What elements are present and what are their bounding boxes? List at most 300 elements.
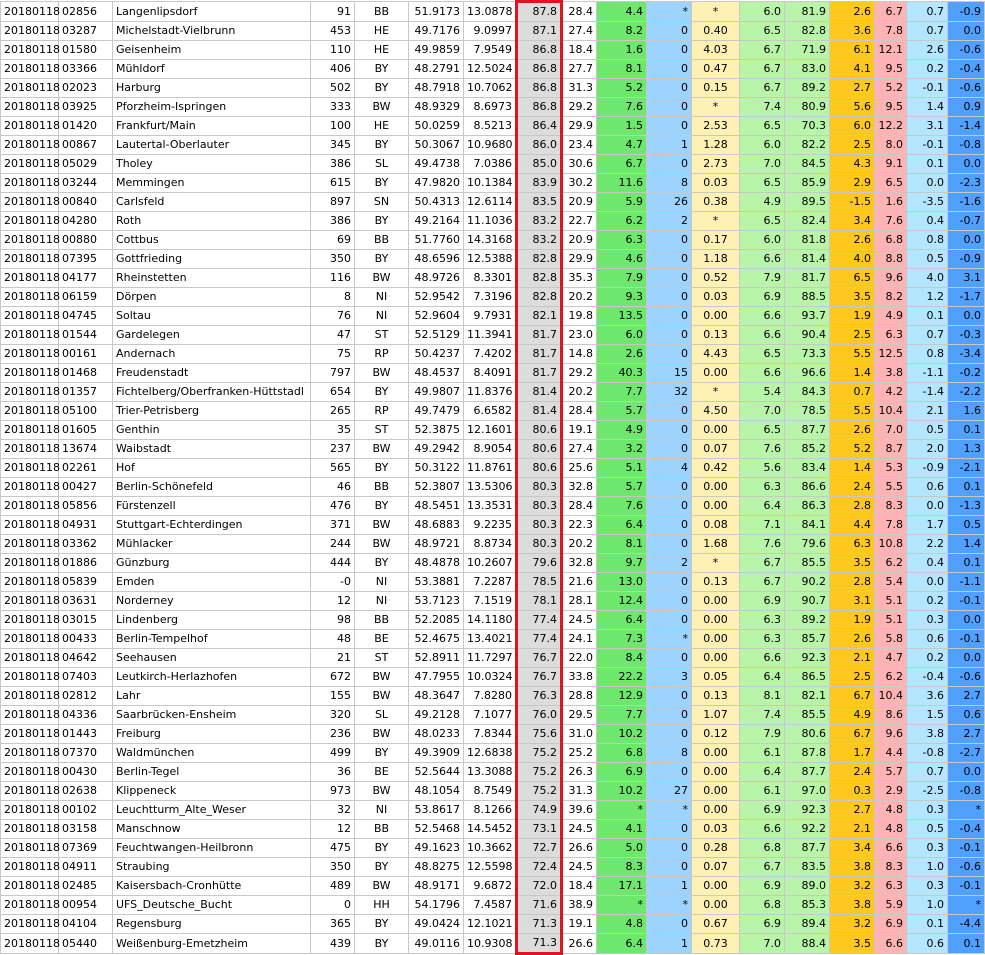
cell-longitude: 10.1384 xyxy=(464,174,517,193)
cell-sunshine: 0.03 xyxy=(692,820,740,839)
cell-wind-force: 6.6 xyxy=(740,364,785,383)
cell-station-id: 02856 xyxy=(59,2,113,22)
cell-val-d: 2.7 xyxy=(948,687,985,706)
cell-wind-force: 6.7 xyxy=(740,79,785,98)
cell-state: NI xyxy=(355,801,409,820)
cell-cloud-cover: 92.2 xyxy=(785,820,830,839)
cell-val-b: 4.2 xyxy=(875,383,907,402)
cell-station-id: 04177 xyxy=(59,269,113,288)
cell-humidity: 76.0 xyxy=(517,706,562,725)
cell-val-a: 3.5 xyxy=(830,934,875,954)
cell-val-c: 0.4 xyxy=(907,212,948,231)
cell-temperature: 31.0 xyxy=(562,725,597,744)
cell-val-c: -1.1 xyxy=(907,364,948,383)
cell-val-d: -1.1 xyxy=(948,573,985,592)
cell-val-a: 2.9 xyxy=(830,174,875,193)
cell-latitude: 50.3067 xyxy=(409,136,464,155)
cell-station-id: 05856 xyxy=(59,497,113,516)
cell-val-a: 2.8 xyxy=(830,573,875,592)
cell-altitude: 35 xyxy=(311,421,355,440)
table-row xyxy=(1,212,985,231)
cell-station-id: 03158 xyxy=(59,820,113,839)
cell-val-a: 4.4 xyxy=(830,516,875,535)
cell-val-d: 1.6 xyxy=(948,402,985,421)
cell-val-c: 0.8 xyxy=(907,231,948,250)
cell-cloud-cover: 89.4 xyxy=(785,915,830,934)
cell-precipitation: 1.6 xyxy=(597,41,647,60)
cell-latitude: 48.4878 xyxy=(409,554,464,573)
cell-precipitation: 7.7 xyxy=(597,383,647,402)
cell-val-d: -0.9 xyxy=(948,2,985,22)
cell-sunshine: 0.03 xyxy=(692,174,740,193)
cell-cloud-cover: 84.1 xyxy=(785,516,830,535)
cell-altitude: 21 xyxy=(311,649,355,668)
cell-val-b: 1.6 xyxy=(875,193,907,212)
cell-precipitation: 5.2 xyxy=(597,79,647,98)
cell-val-b: 6.8 xyxy=(875,231,907,250)
cell-temperature: 28.4 xyxy=(562,497,597,516)
cell-precip-duration: 32 xyxy=(647,383,692,402)
cell-sunshine: 0.00 xyxy=(692,782,740,801)
cell-latitude: 52.3875 xyxy=(409,421,464,440)
cell-val-a: 0.3 xyxy=(830,782,875,801)
cell-altitude: 12 xyxy=(311,592,355,611)
cell-humidity: 77.4 xyxy=(517,611,562,630)
cell-longitude: 7.9549 xyxy=(464,41,517,60)
cell-val-b: 8.3 xyxy=(875,497,907,516)
cell-cloud-cover: 83.0 xyxy=(785,60,830,79)
cell-longitude: 7.1519 xyxy=(464,592,517,611)
cell-longitude: 8.4091 xyxy=(464,364,517,383)
cell-state: BY xyxy=(355,497,409,516)
cell-precipitation: 5.7 xyxy=(597,478,647,497)
cell-cloud-cover: 89.5 xyxy=(785,193,830,212)
cell-val-c: 0.6 xyxy=(907,478,948,497)
cell-date: 20180118 xyxy=(1,250,59,269)
cell-station-name: Fichtelberg/Oberfranken-Hüttstadl xyxy=(113,383,311,402)
table-row xyxy=(1,839,985,858)
cell-sunshine: 0.40 xyxy=(692,22,740,41)
cell-humidity: 86.4 xyxy=(517,117,562,136)
cell-val-c: -0.8 xyxy=(907,744,948,763)
table-row xyxy=(1,117,985,136)
cell-val-c: 0.2 xyxy=(907,592,948,611)
cell-humidity: 78.1 xyxy=(517,592,562,611)
table-row xyxy=(1,592,985,611)
cell-precip-duration: 0 xyxy=(647,269,692,288)
cell-longitude: 12.5024 xyxy=(464,60,517,79)
cell-temperature: 24.1 xyxy=(562,630,597,649)
cell-precipitation: 7.6 xyxy=(597,98,647,117)
cell-val-c: 1.2 xyxy=(907,288,948,307)
cell-altitude: 244 xyxy=(311,535,355,554)
cell-wind-force: 6.9 xyxy=(740,592,785,611)
cell-wind-force: 6.4 xyxy=(740,763,785,782)
cell-state: ST xyxy=(355,326,409,345)
cell-station-id: 00867 xyxy=(59,136,113,155)
cell-wind-force: 7.4 xyxy=(740,706,785,725)
cell-wind-force: 6.7 xyxy=(740,573,785,592)
cell-val-b: 6.5 xyxy=(875,174,907,193)
cell-altitude: 345 xyxy=(311,136,355,155)
cell-precip-duration: 0 xyxy=(647,649,692,668)
cell-wind-force: 7.0 xyxy=(740,934,785,954)
cell-precipitation: 7.7 xyxy=(597,706,647,725)
cell-station-name: Cottbus xyxy=(113,231,311,250)
cell-latitude: 48.9171 xyxy=(409,877,464,896)
cell-date: 20180118 xyxy=(1,193,59,212)
cell-precip-duration: 0 xyxy=(647,41,692,60)
cell-precipitation: 7.9 xyxy=(597,269,647,288)
cell-precipitation: 17.1 xyxy=(597,877,647,896)
cell-longitude: 11.3941 xyxy=(464,326,517,345)
cell-val-d: -0.2 xyxy=(948,364,985,383)
cell-precip-duration: 3 xyxy=(647,668,692,687)
cell-precip-duration: 0 xyxy=(647,326,692,345)
cell-temperature: 26.6 xyxy=(562,839,597,858)
cell-val-b: 5.9 xyxy=(875,896,907,915)
cell-precip-duration: 0 xyxy=(647,22,692,41)
cell-val-b: 10.4 xyxy=(875,687,907,706)
cell-val-a: 1.4 xyxy=(830,364,875,383)
cell-val-b: 9.6 xyxy=(875,269,907,288)
cell-date: 20180118 xyxy=(1,383,59,402)
cell-val-a: 2.5 xyxy=(830,668,875,687)
cell-date: 20180118 xyxy=(1,554,59,573)
cell-station-id: 04931 xyxy=(59,516,113,535)
cell-temperature: 25.2 xyxy=(562,744,597,763)
cell-humidity: 83.9 xyxy=(517,174,562,193)
cell-cloud-cover: 92.3 xyxy=(785,801,830,820)
cell-state: BY xyxy=(355,250,409,269)
cell-val-d: -1.3 xyxy=(948,497,985,516)
table-row xyxy=(1,440,985,459)
cell-state: HE xyxy=(355,22,409,41)
cell-cloud-cover: 86.5 xyxy=(785,668,830,687)
cell-wind-force: 6.3 xyxy=(740,611,785,630)
cell-station-name: Manschnow xyxy=(113,820,311,839)
cell-val-d: * xyxy=(948,801,985,820)
cell-temperature: 21.6 xyxy=(562,573,597,592)
cell-temperature: 38.9 xyxy=(562,896,597,915)
table-row xyxy=(1,782,985,801)
cell-sunshine: 0.52 xyxy=(692,269,740,288)
table-row xyxy=(1,649,985,668)
cell-sunshine: 0.00 xyxy=(692,649,740,668)
cell-val-a: 1.4 xyxy=(830,459,875,478)
cell-wind-force: 6.0 xyxy=(740,231,785,250)
cell-val-b: 8.2 xyxy=(875,288,907,307)
cell-state: BY xyxy=(355,174,409,193)
cell-val-d: -0.1 xyxy=(948,877,985,896)
cell-cloud-cover: 97.0 xyxy=(785,782,830,801)
cell-val-c: 1.4 xyxy=(907,98,948,117)
cell-val-a: 3.4 xyxy=(830,212,875,231)
table-row xyxy=(1,630,985,649)
cell-val-a: 5.5 xyxy=(830,402,875,421)
cell-humidity: 75.2 xyxy=(517,782,562,801)
cell-wind-force: 6.4 xyxy=(740,668,785,687)
table-row xyxy=(1,915,985,934)
cell-longitude: 12.1021 xyxy=(464,915,517,934)
cell-val-b: 4.4 xyxy=(875,744,907,763)
cell-date: 20180118 xyxy=(1,2,59,22)
cell-precipitation: 22.2 xyxy=(597,668,647,687)
cell-station-name: Stuttgart-Echterdingen xyxy=(113,516,311,535)
cell-cloud-cover: 82.4 xyxy=(785,212,830,231)
cell-altitude: 371 xyxy=(311,516,355,535)
cell-state: BB xyxy=(355,2,409,22)
cell-val-a: 6.5 xyxy=(830,269,875,288)
cell-longitude: 11.8376 xyxy=(464,383,517,402)
cell-precip-duration: 0 xyxy=(647,820,692,839)
cell-temperature: 32.8 xyxy=(562,554,597,573)
cell-humidity: 86.8 xyxy=(517,79,562,98)
table-row xyxy=(1,136,985,155)
cell-station-id: 03362 xyxy=(59,535,113,554)
cell-val-c: 1.0 xyxy=(907,896,948,915)
cell-val-b: 5.1 xyxy=(875,611,907,630)
cell-val-d: 2.7 xyxy=(948,725,985,744)
cell-sunshine: 1.68 xyxy=(692,535,740,554)
cell-val-c: 2.0 xyxy=(907,440,948,459)
cell-sunshine: 0.00 xyxy=(692,497,740,516)
table-row xyxy=(1,79,985,98)
cell-altitude: 386 xyxy=(311,155,355,174)
cell-station-name: Freudenstadt xyxy=(113,364,311,383)
cell-val-c: -0.4 xyxy=(907,668,948,687)
cell-val-a: 4.0 xyxy=(830,250,875,269)
cell-cloud-cover: 71.9 xyxy=(785,41,830,60)
cell-val-b: 3.8 xyxy=(875,364,907,383)
cell-val-a: 6.7 xyxy=(830,687,875,706)
cell-temperature: 22.3 xyxy=(562,516,597,535)
cell-cloud-cover: 96.6 xyxy=(785,364,830,383)
cell-val-c: 0.2 xyxy=(907,649,948,668)
cell-altitude: 365 xyxy=(311,915,355,934)
cell-val-a: 3.8 xyxy=(830,896,875,915)
cell-date: 20180118 xyxy=(1,725,59,744)
cell-cloud-cover: 87.7 xyxy=(785,763,830,782)
cell-altitude: 100 xyxy=(311,117,355,136)
cell-latitude: 52.9542 xyxy=(409,288,464,307)
cell-latitude: 52.8911 xyxy=(409,649,464,668)
cell-sunshine: 0.17 xyxy=(692,231,740,250)
cell-precipitation: 11.6 xyxy=(597,174,647,193)
cell-longitude: 11.7297 xyxy=(464,649,517,668)
cell-cloud-cover: 80.6 xyxy=(785,725,830,744)
cell-val-a: 5.6 xyxy=(830,98,875,117)
cell-cloud-cover: 88.4 xyxy=(785,934,830,954)
cell-station-name: Mühlacker xyxy=(113,535,311,554)
cell-altitude: 654 xyxy=(311,383,355,402)
table-row xyxy=(1,725,985,744)
cell-sunshine: 0.00 xyxy=(692,877,740,896)
cell-val-d: -2.3 xyxy=(948,174,985,193)
cell-val-b: 5.4 xyxy=(875,573,907,592)
cell-latitude: 50.3122 xyxy=(409,459,464,478)
cell-temperature: 23.4 xyxy=(562,136,597,155)
cell-sunshine: 2.53 xyxy=(692,117,740,136)
cell-latitude: 48.9329 xyxy=(409,98,464,117)
cell-val-c: 4.0 xyxy=(907,269,948,288)
cell-temperature: 28.4 xyxy=(562,402,597,421)
cell-station-id: 01443 xyxy=(59,725,113,744)
cell-temperature: 29.9 xyxy=(562,117,597,136)
cell-val-a: 1.7 xyxy=(830,744,875,763)
cell-humidity: 81.4 xyxy=(517,383,562,402)
cell-wind-force: 6.6 xyxy=(740,326,785,345)
cell-longitude: 10.2607 xyxy=(464,554,517,573)
cell-val-b: 10.8 xyxy=(875,535,907,554)
cell-val-a: 3.2 xyxy=(830,915,875,934)
cell-cloud-cover: 82.8 xyxy=(785,22,830,41)
cell-altitude: 386 xyxy=(311,212,355,231)
cell-precip-duration: 0 xyxy=(647,98,692,117)
cell-state: BB xyxy=(355,820,409,839)
cell-date: 20180118 xyxy=(1,915,59,934)
cell-val-c: 0.3 xyxy=(907,801,948,820)
cell-latitude: 49.2164 xyxy=(409,212,464,231)
cell-date: 20180118 xyxy=(1,212,59,231)
cell-station-id: 01580 xyxy=(59,41,113,60)
cell-sunshine: 0.00 xyxy=(692,801,740,820)
cell-temperature: 35.3 xyxy=(562,269,597,288)
table-row xyxy=(1,22,985,41)
cell-temperature: 29.2 xyxy=(562,364,597,383)
cell-val-c: -0.1 xyxy=(907,136,948,155)
cell-precip-duration: 0 xyxy=(647,402,692,421)
cell-state: NI xyxy=(355,288,409,307)
table-row xyxy=(1,60,985,79)
cell-station-id: 00430 xyxy=(59,763,113,782)
cell-date: 20180118 xyxy=(1,763,59,782)
cell-cloud-cover: 70.3 xyxy=(785,117,830,136)
cell-temperature: 28.4 xyxy=(562,2,597,22)
cell-station-id: 03287 xyxy=(59,22,113,41)
cell-state: BY xyxy=(355,79,409,98)
cell-cloud-cover: 81.8 xyxy=(785,231,830,250)
cell-cloud-cover: 79.6 xyxy=(785,535,830,554)
cell-precip-duration: 0 xyxy=(647,725,692,744)
cell-sunshine: 0.00 xyxy=(692,478,740,497)
cell-wind-force: 6.9 xyxy=(740,877,785,896)
cell-precip-duration: 27 xyxy=(647,782,692,801)
cell-temperature: 39.6 xyxy=(562,801,597,820)
cell-station-id: 05839 xyxy=(59,573,113,592)
cell-longitude: 12.6114 xyxy=(464,193,517,212)
cell-station-id: 13674 xyxy=(59,440,113,459)
cell-val-b: 8.0 xyxy=(875,136,907,155)
cell-station-name: Seehausen xyxy=(113,649,311,668)
cell-val-d: -2.7 xyxy=(948,744,985,763)
cell-station-name: Gottfrieding xyxy=(113,250,311,269)
cell-precip-duration: 0 xyxy=(647,117,692,136)
cell-date: 20180118 xyxy=(1,934,59,954)
cell-val-a: 6.0 xyxy=(830,117,875,136)
cell-precip-duration: 1 xyxy=(647,136,692,155)
cell-precip-duration: 1 xyxy=(647,934,692,954)
cell-val-d: -0.4 xyxy=(948,820,985,839)
cell-val-c: 2.6 xyxy=(907,41,948,60)
cell-state: BW xyxy=(355,668,409,687)
cell-val-b: 4.8 xyxy=(875,801,907,820)
cell-sunshine: 0.67 xyxy=(692,915,740,934)
cell-station-id: 07395 xyxy=(59,250,113,269)
cell-wind-force: 6.9 xyxy=(740,801,785,820)
cell-precip-duration: 0 xyxy=(647,706,692,725)
cell-date: 20180118 xyxy=(1,478,59,497)
cell-wind-force: 6.6 xyxy=(740,307,785,326)
table-row xyxy=(1,706,985,725)
cell-precip-duration: 1 xyxy=(647,877,692,896)
cell-date: 20180118 xyxy=(1,592,59,611)
cell-val-b: 7.0 xyxy=(875,421,907,440)
cell-altitude: 453 xyxy=(311,22,355,41)
cell-val-d: 0.0 xyxy=(948,763,985,782)
cell-humidity: 74.9 xyxy=(517,801,562,820)
cell-humidity: 77.4 xyxy=(517,630,562,649)
cell-station-name: Feuchtwangen-Heilbronn xyxy=(113,839,311,858)
cell-altitude: 489 xyxy=(311,877,355,896)
cell-temperature: 29.5 xyxy=(562,706,597,725)
cell-val-b: 6.7 xyxy=(875,2,907,22)
cell-longitude: 7.0386 xyxy=(464,155,517,174)
cell-val-a: 2.1 xyxy=(830,820,875,839)
cell-wind-force: 6.0 xyxy=(740,136,785,155)
cell-temperature: 20.2 xyxy=(562,383,597,402)
cell-cloud-cover: 84.5 xyxy=(785,155,830,174)
cell-humidity: 81.4 xyxy=(517,402,562,421)
cell-val-d: -2.2 xyxy=(948,383,985,402)
cell-val-b: 5.1 xyxy=(875,592,907,611)
cell-state: BY xyxy=(355,60,409,79)
cell-val-a: 2.4 xyxy=(830,478,875,497)
cell-humidity: 80.3 xyxy=(517,516,562,535)
cell-val-c: 0.3 xyxy=(907,611,948,630)
cell-sunshine: 0.00 xyxy=(692,592,740,611)
cell-sunshine: * xyxy=(692,554,740,573)
cell-val-d: 0.1 xyxy=(948,934,985,954)
cell-date: 20180118 xyxy=(1,611,59,630)
cell-wind-force: 7.1 xyxy=(740,516,785,535)
cell-state: BE xyxy=(355,630,409,649)
cell-station-id: 04104 xyxy=(59,915,113,934)
cell-latitude: 49.2942 xyxy=(409,440,464,459)
cell-station-id: 06159 xyxy=(59,288,113,307)
cell-wind-force: 6.8 xyxy=(740,896,785,915)
cell-altitude: 973 xyxy=(311,782,355,801)
cell-state: RP xyxy=(355,345,409,364)
cell-station-id: 04745 xyxy=(59,307,113,326)
cell-date: 20180118 xyxy=(1,269,59,288)
cell-date: 20180118 xyxy=(1,630,59,649)
cell-val-b: 9.1 xyxy=(875,155,907,174)
cell-state: BY xyxy=(355,744,409,763)
cell-station-name: Berlin-Tempelhof xyxy=(113,630,311,649)
table-row xyxy=(1,744,985,763)
cell-wind-force: 6.6 xyxy=(740,649,785,668)
cell-humidity: 76.3 xyxy=(517,687,562,706)
cell-date: 20180118 xyxy=(1,41,59,60)
cell-date: 20180118 xyxy=(1,22,59,41)
cell-humidity: 80.6 xyxy=(517,421,562,440)
cell-date: 20180118 xyxy=(1,155,59,174)
cell-station-id: 03244 xyxy=(59,174,113,193)
cell-val-b: 5.3 xyxy=(875,459,907,478)
cell-temperature: 30.6 xyxy=(562,155,597,174)
cell-val-b: 6.3 xyxy=(875,326,907,345)
